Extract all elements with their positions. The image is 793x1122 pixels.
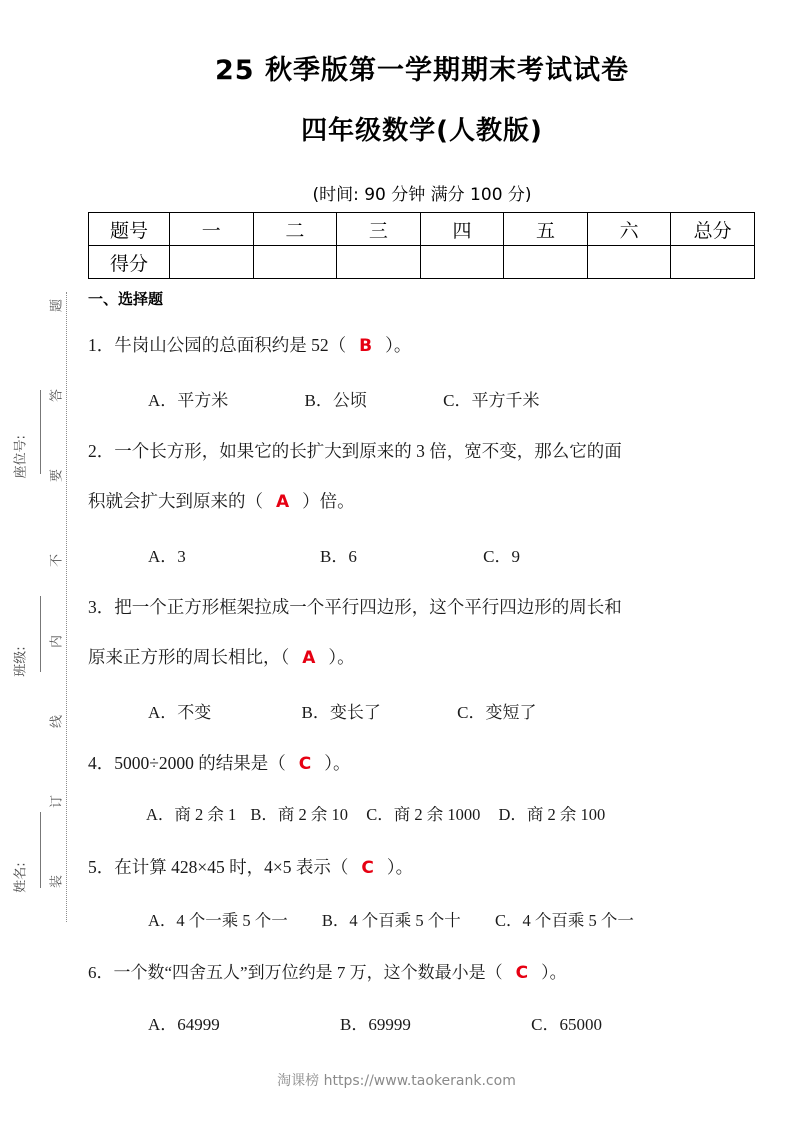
table-row — [89, 213, 755, 246]
binding-dotted-line — [66, 292, 67, 922]
question-6-option-a[interactable]: A．64999 — [148, 1015, 220, 1034]
question-1-text-post: ）。 — [385, 335, 412, 355]
score-table-row-header: 得分 — [89, 246, 170, 279]
exam-sheet — [88, 0, 756, 1122]
score-input-cell[interactable] — [337, 246, 421, 279]
question-2-answer[interactable]: A — [276, 492, 290, 512]
question-2-text-line1: 2．一个长方形，如果它的长扩大到原来的 3 倍，宽不变，那么它的面 — [88, 441, 622, 461]
score-table-cell: 三 — [337, 213, 421, 246]
class-rule — [40, 596, 41, 672]
question-2-option-c[interactable]: C．9 — [483, 547, 520, 566]
question-5-option-a[interactable]: A．4 个一乘 5 个一 — [148, 911, 288, 930]
question-1-answer[interactable]: B — [359, 336, 373, 356]
footer-watermark: 淘课榜 https://www.taokerank.com — [277, 1073, 516, 1089]
question-4-options — [122, 804, 756, 826]
question-5-text-pre: 5．在计算 428×45 时，4×5 表示（ — [88, 857, 349, 877]
score-input-cell[interactable] — [170, 246, 254, 279]
question-2-text-pre: 积就会扩大到原来的（ — [88, 491, 263, 511]
binding-char-8: 装 — [49, 875, 65, 889]
question-3-line-1 — [88, 596, 756, 618]
score-table-cell: 二 — [253, 213, 337, 246]
question-4-text-post: ）。 — [324, 753, 351, 773]
question-3-line-2 — [88, 646, 756, 669]
question-6-options — [122, 1014, 756, 1036]
question-4-answer[interactable]: C — [298, 754, 312, 774]
question-5-text-post: ）。 — [386, 857, 414, 877]
question-4-option-a[interactable]: A．商 2 余 1 — [146, 805, 237, 824]
question-4-line-1 — [88, 752, 756, 775]
class-field[interactable]: 班级: — [13, 646, 29, 677]
question-2-option-b[interactable]: B．6 — [320, 547, 357, 566]
question-6-line-1 — [88, 962, 756, 984]
binding-char-7: 订 — [49, 795, 65, 809]
question-5-answer[interactable]: C — [361, 858, 374, 878]
question-6-text-pre: 6．一个数“四舍五人”到万位约是 7 万，这个数最小是（ — [88, 963, 503, 982]
question-3-options — [122, 702, 756, 724]
question-1-option-c[interactable]: C．平方千米 — [443, 391, 540, 410]
question-5-options — [122, 910, 756, 932]
score-input-cell[interactable] — [587, 246, 671, 279]
score-table — [88, 212, 755, 279]
question-4-option-d[interactable]: D．商 2 余 100 — [498, 805, 606, 824]
seat-number-rule — [40, 390, 41, 474]
question-5-line-1 — [88, 856, 756, 879]
name-field[interactable]: 姓名: — [13, 862, 29, 893]
name-rule — [40, 812, 41, 888]
score-table-cell: 五 — [504, 213, 588, 246]
question-2-line-1 — [88, 440, 756, 462]
score-input-cell[interactable] — [671, 246, 755, 279]
page-subtitle: 四年级数学(人教版) — [301, 116, 543, 146]
binding-char-1: 题 — [49, 299, 65, 313]
binding-margin — [0, 0, 88, 1122]
question-4-text-pre: 4．5000÷2000 的结果是（ — [88, 753, 286, 773]
question-4-option-b[interactable]: B．商 2 余 10 — [250, 805, 349, 824]
binding-char-3: 要 — [49, 469, 65, 483]
score-table-cell: 一 — [170, 213, 254, 246]
page-title: 25 秋季版第一学期期末考试试卷 — [215, 55, 629, 86]
score-table-row-header: 题号 — [89, 213, 170, 246]
question-2-options — [122, 546, 756, 568]
question-1-options — [122, 390, 756, 412]
score-input-cell[interactable] — [420, 246, 504, 279]
question-6-option-c[interactable]: C．65000 — [531, 1015, 602, 1034]
score-table-cell: 六 — [587, 213, 671, 246]
binding-char-4: 不 — [49, 554, 65, 568]
question-3-option-a[interactable]: A．不变 — [148, 703, 212, 722]
question-6-answer[interactable]: C — [515, 963, 529, 983]
question-1-option-a[interactable]: A．平方米 — [148, 391, 229, 410]
question-3-option-c[interactable]: C．变短了 — [457, 703, 537, 722]
question-1-line-1 — [88, 334, 756, 357]
question-1-option-b[interactable]: B．公顷 — [304, 391, 367, 410]
question-1-text-pre: 1．牛岗山公园的总面积约是 52（ — [88, 335, 347, 355]
score-table-cell: 总分 — [671, 213, 755, 246]
exam-meta: (时间: 90 分钟 满分 100 分) — [312, 185, 532, 205]
binding-char-2: 答 — [49, 389, 65, 403]
table-row — [89, 246, 755, 279]
question-3-text-pre: 原来正方形的周长相比，（ — [88, 647, 290, 667]
question-3-option-b[interactable]: B．变长了 — [301, 703, 381, 722]
question-5-option-b[interactable]: B．4 个百乘 5 个十 — [321, 911, 461, 930]
question-2-text-post: ）倍。 — [302, 491, 355, 511]
score-input-cell[interactable] — [504, 246, 588, 279]
question-4-option-c[interactable]: C．商 2 余 1000 — [366, 805, 481, 824]
section-heading-choice: 一、选择题 — [88, 290, 164, 308]
seat-number-field[interactable]: 座位号: — [13, 435, 29, 479]
score-table-cell: 四 — [420, 213, 504, 246]
score-input-cell[interactable] — [253, 246, 337, 279]
question-3-answer[interactable]: A — [302, 648, 316, 668]
question-2-line-2 — [88, 490, 756, 513]
question-5-option-c[interactable]: C．4 个百乘 5 个一 — [494, 911, 634, 930]
binding-char-5: 内 — [49, 635, 65, 649]
binding-char-6: 线 — [49, 715, 65, 729]
question-3-text-line1: 3．把一个正方形框架拉成一个平行四边形，这个平行四边形的周长和 — [88, 597, 622, 617]
question-6-option-b[interactable]: B．69999 — [340, 1015, 411, 1034]
question-2-option-a[interactable]: A．3 — [148, 547, 186, 566]
question-3-text-post: ）。 — [328, 647, 355, 667]
question-6-text-post: ）。 — [541, 963, 567, 982]
